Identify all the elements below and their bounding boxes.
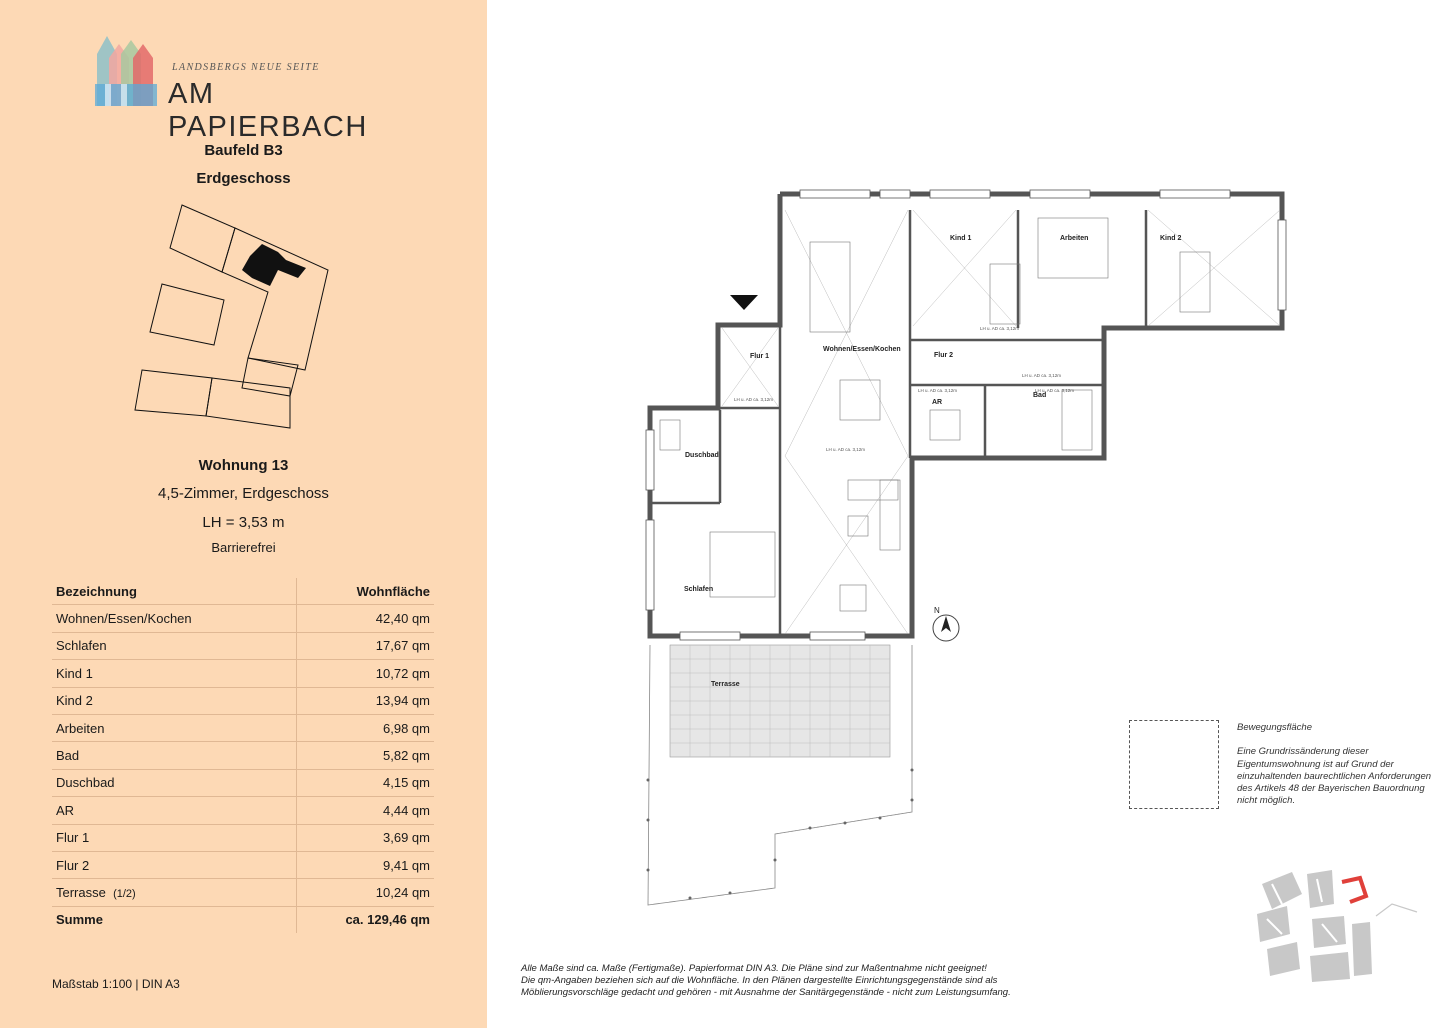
highlighted-unit	[242, 244, 306, 286]
height-mark: LH u. AD ca. 3,12m	[1022, 373, 1062, 378]
table-row	[52, 660, 434, 687]
room-area: 3,69 qm	[297, 824, 435, 851]
table-row	[52, 742, 434, 769]
legend-note-line: des Artikels 48 der Bayerischen Bauordnung	[1237, 783, 1425, 795]
unit-title: Wohnung 13	[198, 457, 289, 474]
building-field-title: Baufeld B3	[204, 142, 283, 159]
info-panel	[0, 0, 487, 1028]
room-name: Flur 2	[52, 851, 297, 878]
entrance-arrow-icon	[730, 295, 758, 310]
table-row	[52, 851, 434, 878]
legend-note-line: einzuhaltenden baurechtlichen Anforderungen	[1237, 770, 1432, 782]
site-building-e	[135, 370, 212, 416]
room-area: 4,15 qm	[297, 769, 435, 796]
table-row	[52, 879, 434, 906]
brand-name: AM PAPIERBACH	[168, 78, 368, 143]
room-area: 10,24 qm	[297, 879, 435, 906]
room-label-terrasse: Terrasse	[711, 681, 740, 688]
legend-note-line: Eine Grundrissänderung dieser	[1237, 746, 1369, 758]
terrace-name: Terrasse	[56, 884, 106, 900]
site-building-f	[206, 378, 290, 428]
table-sum-row	[52, 906, 434, 933]
room-area: 10,72 qm	[297, 660, 435, 687]
unit-ceiling-height: LH = 3,53 m	[202, 514, 285, 531]
terrace-share-note: (1/2)	[113, 887, 136, 900]
furniture	[660, 218, 1210, 611]
room-label-flur1: Flur 1	[750, 353, 770, 360]
north-label: N	[934, 606, 940, 615]
interior-walls	[650, 210, 1146, 636]
district-map-logo-icon	[1252, 864, 1422, 984]
room-name: Flur 1	[52, 824, 297, 851]
room-name: Kind 2	[52, 687, 297, 714]
header-name: Bezeichnung	[52, 578, 297, 605]
room-area: 9,41 qm	[297, 851, 435, 878]
table-row	[52, 769, 434, 796]
movement-area-legend-box	[1129, 720, 1219, 809]
height-mark: LH u. AD ca. 3,12m	[980, 326, 1020, 331]
legend-label: Bewegungsfläche	[1237, 722, 1312, 733]
table-row	[52, 632, 434, 659]
windows	[646, 190, 1286, 640]
room-label-bad: Bad	[1033, 392, 1047, 399]
terrace-area	[647, 645, 914, 905]
room-label-flur2: Flur 2	[934, 352, 954, 359]
north-arrow-icon	[926, 604, 966, 644]
legend-note-line: Eigentumswohnung ist auf Grund der	[1237, 758, 1394, 770]
header-area: Wohnfläche	[297, 578, 435, 605]
room-area: 5,82 qm	[297, 742, 435, 769]
brand-tagline: LANDSBERGS NEUE SEITE	[172, 62, 320, 73]
footer-line: Möblierungsvorschläge gedacht und gehören - mit Ausnahme der Sanitärgegenstände - nicht zum Leistungsumfang.	[521, 987, 1011, 998]
table-row	[52, 605, 434, 632]
floor-title: Erdgeschoss	[196, 170, 291, 187]
room-label-kind2: Kind 2	[1160, 235, 1182, 242]
room-name: Wohnen/Essen/Kochen	[52, 605, 297, 632]
room-name: Arbeiten	[52, 714, 297, 741]
room-area: 13,94 qm	[297, 687, 435, 714]
footer-disclaimer	[521, 963, 1081, 999]
room-name: Duschbad	[52, 769, 297, 796]
legend-text	[1237, 722, 1432, 808]
table-row	[52, 797, 434, 824]
brand-logo	[95, 34, 405, 143]
table-row	[52, 714, 434, 741]
room-name	[52, 879, 297, 906]
room-name: AR	[52, 797, 297, 824]
scale-note: Maßstab 1:100 | DIN A3	[52, 977, 180, 991]
area-table	[52, 578, 434, 933]
room-label-wohnen: Wohnen/Essen/Kochen	[823, 346, 901, 353]
height-mark: LH u. AD ca. 3,12m	[734, 397, 774, 402]
room-area: 4,44 qm	[297, 797, 435, 824]
sum-area: ca. 129,46 qm	[345, 912, 430, 928]
table-row	[52, 687, 434, 714]
room-area: 17,67 qm	[297, 632, 435, 659]
room-label-arbeiten: Arbeiten	[1060, 235, 1089, 242]
site-building-c	[150, 284, 224, 345]
room-label-duschbad: Duschbad	[685, 452, 719, 459]
area-table-header	[52, 578, 434, 605]
footer-line: Alle Maße sind ca. Maße (Fertigmaße). Papierformat DIN A3. Die Pläne sind zur Maßentnahme nicht geeignet!	[521, 963, 987, 974]
height-mark: LH u. AD ca. 3,12m	[918, 388, 958, 393]
legend-note-line: nicht möglich.	[1237, 795, 1296, 807]
room-label-schlafen: Schlafen	[684, 586, 714, 593]
height-mark: LH u. AD ca. 3,12m	[1035, 388, 1075, 393]
footer-line: Die qm-Angaben beziehen sich auf die Wohnfläche. In den Plänen dargestellte Einrichtungsgegenstände sind als	[521, 975, 998, 986]
table-row	[52, 824, 434, 851]
unit-accessibility: Barrierefrei	[211, 540, 276, 555]
room-label-kind1: Kind 1	[950, 235, 972, 242]
room-area: 42,40 qm	[297, 605, 435, 632]
room-area: 6,98 qm	[297, 714, 435, 741]
exterior-walls	[650, 194, 1282, 636]
unit-type: 4,5-Zimmer, Erdgeschoss	[158, 485, 329, 502]
site-building-b	[222, 228, 328, 370]
room-name: Bad	[52, 742, 297, 769]
house-logo-icon	[95, 34, 170, 109]
movement-lines	[722, 210, 1280, 634]
room-name: Schlafen	[52, 632, 297, 659]
sum-label: Summe	[52, 906, 297, 933]
room-label-ar: AR	[932, 399, 943, 406]
room-name: Kind 1	[52, 660, 297, 687]
height-mark: LH u. AD ca. 3,12m	[826, 447, 866, 452]
site-plan-diagram	[130, 200, 340, 430]
